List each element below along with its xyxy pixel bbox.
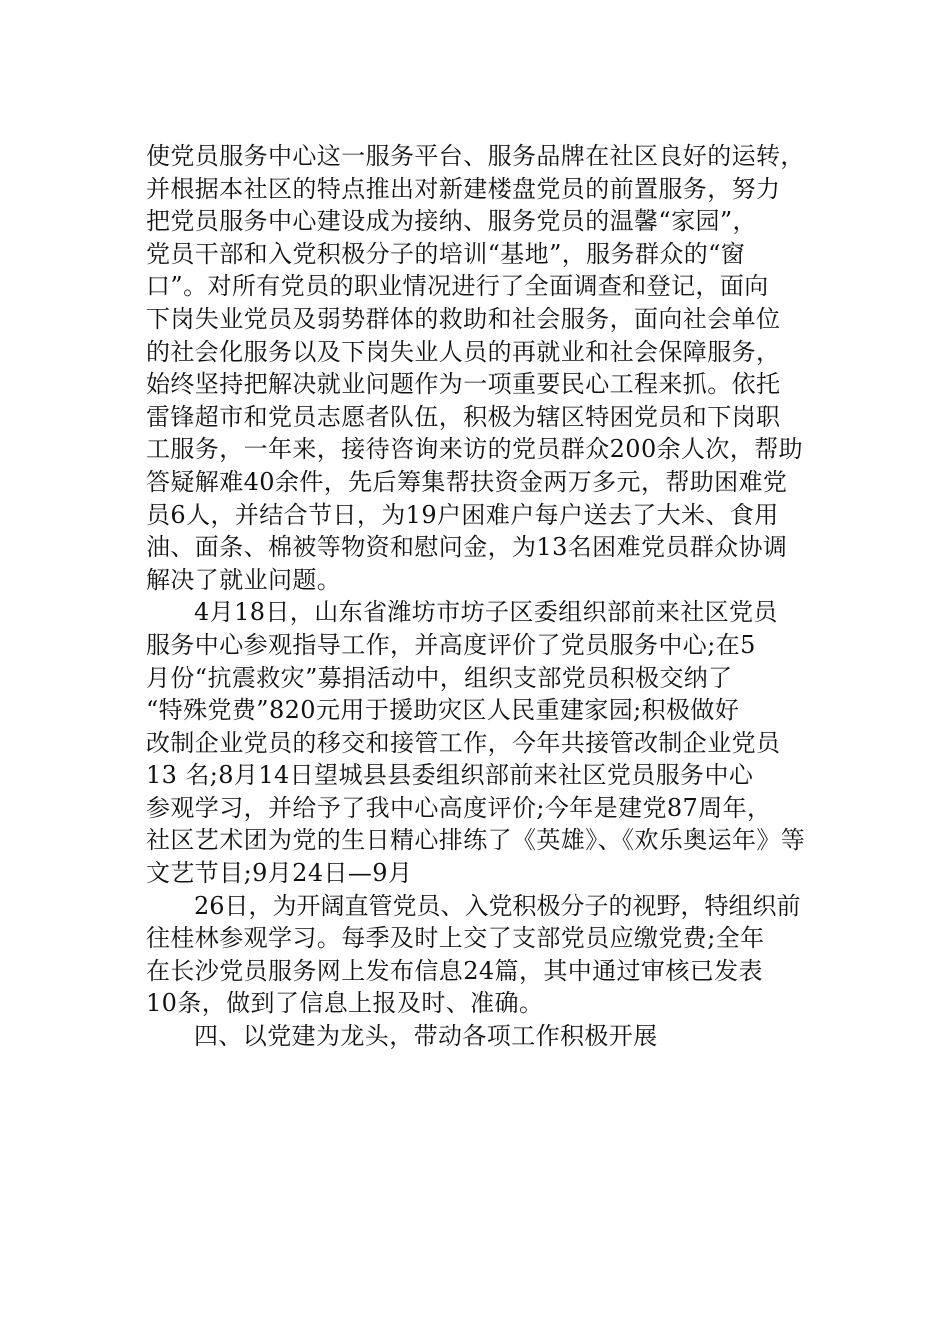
text-line: 下岗失业党员及弱势群体的救助和社会服务，面向社会单位 (146, 304, 781, 333)
document-body (146, 140, 810, 1053)
text-line: 26日，为开阔直管党员、入党积极分子的视野，特组织前 (194, 891, 801, 920)
text-line: 把党员服务中心建设成为接纳、服务党员的温馨“家园”， (146, 207, 757, 236)
text-line: 改制企业党员的移交和接管工作，今年共接管改制企业党员 (146, 728, 781, 757)
text-line: 13 名;8月14日望城县县委组织部前来社区党员服务中心 (146, 761, 754, 790)
text-line: 文艺节目;9月24日—9月 (146, 859, 413, 888)
text-line: 答疑解难40余件，先后筹集帮扶资金两万多元，帮助困难党 (146, 467, 788, 496)
text-line: 服务中心参观指导工作，并高度评价了党员服务中心;在5 (146, 630, 756, 659)
text-line: 的社会化服务以及下岗失业人员的再就业和社会保障服务， (146, 337, 781, 366)
text-line: 工服务，一年来，接待咨询来访的党员群众200余人次，帮助 (146, 435, 804, 464)
text-line: 口”。对所有党员的职业情况进行了全面调查和登记，面向 (146, 272, 769, 301)
text-line: 雷锋超市和党员志愿者队伍，积极为辖区特困党员和下岗职 (146, 402, 781, 431)
text-line: 员6人，并结合节日，为19户困难户每户送去了大米、食用 (146, 500, 779, 529)
text-line: 解决了就业问题。 (146, 565, 342, 594)
text-line: 始终坚持把解决就业问题作为一项重要民心工程来抓。依托 (146, 370, 781, 399)
text-line: 在长沙党员服务网上发布信息24篇，其中通过审核已发表 (146, 956, 763, 985)
text-line: “特殊党费”820元用于援助灾区人民重建家园;积极做好 (146, 696, 740, 725)
text-line: 社区艺术团为党的生日精心排练了《英雄》、《欢乐奥运年》等 (146, 826, 806, 855)
text-line: 油、面条、棉被等物资和慰问金，为13名困难党员群众协调 (146, 533, 788, 562)
text-line: 参观学习，并给予了我中心高度评价;今年是建党87周年， (146, 793, 772, 822)
text-line: 并根据本社区的特点推出对新建楼盘党员的前置服务，努力 (146, 174, 781, 203)
text-line: 10条，做到了信息上报及时、准确。 (146, 989, 544, 1018)
text-line: 月份“抗震救灾”募捐活动中，组织支部党员积极交纳了 (146, 663, 733, 692)
text-line: 使党员服务中心这一服务平台、服务品牌在社区良好的运转， (146, 142, 805, 170)
text-line: 四、以党建为龙头，带动各项工作积极开展 (194, 1022, 658, 1051)
text-line: 往桂林参观学习。每季及时上交了支部党员应缴党费;全年 (146, 924, 765, 953)
text-line: 4月18日，山东省潍坊市坊子区委组织部前来社区党员 (194, 598, 778, 627)
text-line: 党员干部和入党积极分子的培训“基地”，服务群众的“窗 (146, 239, 746, 268)
